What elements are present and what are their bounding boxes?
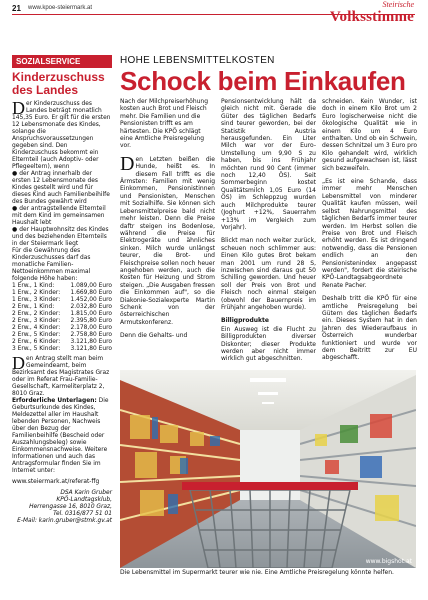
sozialservice-sidebar [12, 55, 112, 595]
table-row [12, 304, 112, 311]
article-column-2 [221, 98, 316, 369]
bullet-icon: ● [12, 171, 20, 177]
limit-label: 2 Erw., 1 Kind: [12, 304, 55, 310]
article-paragraph: Ein Ausweg ist die Flucht zu Billigprodukten diverser Diskonter; dieser Produkte werden aber nicht immer wirklich gut abgeschnitten. [221, 325, 316, 363]
contact-block [12, 490, 112, 525]
docs-text: Die Geburtsurkunde des Kindes, Meldezettel aller im Haushalt lebenden Personen, Nachweis über den Bezug der Familienbeihilfe (Bescheid oder Auszahlungsbeleg) sowie Einkommensnachweise. Weitere Informationen und auch das Antragsformular finden Sie im Internet unter: [12, 398, 109, 474]
sidebar-bullet [12, 227, 112, 248]
bullet-icon: ● [12, 227, 20, 233]
article-lead: Nach der Milchpreiserhöhung kosten auch Brot und Fleisch mehr. Die Familien und die Pensionisten trifft es am härtesten. Die KPÖ schlägt eine Amtliche Preisregelung vor. [120, 98, 209, 150]
limit-label: 3 Erw., 5 Kinder: [12, 346, 61, 352]
table-row [12, 332, 112, 339]
sidebar-title: Kinderzuschuss des Landes [12, 70, 105, 97]
article-subheading: Billigprodukte [221, 317, 269, 325]
sidebar-intro-text: er Kinderzuschuss des Landes beträgt monatlich 145,35 Euro. Er gilt für die ersten 12 Lebensmonate des Kindes, solange die Anspruchsvoraussetzungen gegeben sind. Den Kinderzuschuss bekommt ein Elternteil (auch Adoptiv- oder Pflegeeltern), wenn [12, 101, 111, 170]
income-limits-table [12, 283, 112, 353]
article-paragraph: Pensionsentwicklung hält da gleich nicht mit. Gerade die Güter des täglichen Bedarfs sind teurer geworden, bei der Statistik Austria herausgefunden. Ein Liter Milch war vor der Euro-Umstellung um 9,90 S zu haben, bis ins Frühjahr möchten rund 90 Cent (immer noch 12,40 ÖS). Seit Sommerbeginn kostet Qualitätsmilch 1,05 Euro (14 ÖS) im Schleppzug wurden auch Milchprodukte teurer (Joghurt +12%, Sauerrahm +13% im Vergleich zum Vorjahr). [221, 98, 316, 231]
sidebar-bullet [12, 171, 112, 206]
bullet-text: der antragstellende Elternteil mit dem Kind im gemeinsamen Haushalt lebt [12, 206, 106, 226]
limit-intro: Für die Gewährung des Kinderzuschusses darf das monatliche Familien-Nettoeinkommen maximal folgende Höhe haben: [12, 248, 91, 282]
sidebar-intro [12, 98, 112, 171]
article-paragraph: Denn die Gehalts- und [120, 332, 188, 340]
sidebar-bullet [12, 206, 112, 227]
paragraph-text: en Letzten beißen die Hunde, heißt es. In diesem Fall trifft es die Ärmsten: Familien mit wenig Einkommen, Pensionistinnen und Pensionisten, Menschen mit Sozialhilfe. Sie können sich Lebensmittelpreise bald nicht mehr leisten. Denn die Preise daftr steigen ins Bodenlose, während die Preise für Elektrogeräte und ähnliches sinken. Milch wurde unlängst teurer, die Brot- und Fleischpreise sollen noch heuer angehoben werden, auch die Kosten für Heizung und Strom steigen. „Die Ausgaben fressen die Einkommen auf", so die Diakonie-Sozialexperte Martin Schenk von der österreichischen Armutskonferenz. [120, 155, 215, 326]
sidebar-docs [12, 398, 112, 475]
limit-label: 2 Erw., 5 Kinder: [12, 332, 61, 338]
table-row [12, 283, 112, 290]
limit-label: 1 Erw., 2 Kinder: [12, 290, 61, 296]
publication-logo [330, 1, 414, 25]
limit-label: 2 Erw., 4 Kinder: [12, 325, 61, 331]
limit-label: 1 Erw., 3 Kinder: [12, 297, 61, 303]
article-paragraph: Blickt man noch weiter zurück, scheuen noch schlimmer aus: Einen Kilo gutes Brot bekam man 2001 um rund 28 S, inzwischen sind daraus gut 50 Schilling geworden. Und heuer soll der Preis von Brot und Fleisch noch einmal steigen (obwohl der Bauernpreis im Frühjahr angehoben wurde). [221, 237, 316, 311]
article-paragraph [120, 152, 215, 326]
table-row [12, 311, 112, 318]
article-dropcap: D [120, 152, 135, 175]
limit-value: 1.669,80 Euro [70, 290, 112, 296]
limit-value: 2.032,80 Euro [70, 304, 112, 310]
article-column-3 [322, 98, 417, 368]
limit-label: 2 Erw., 3 Kinder: [12, 318, 61, 324]
sidebar-dropcap: D [12, 353, 25, 373]
sidebar-apply-text: en Antrag stellt man beim Gemeindeamt, beim Bezirksamt des Magistrates Graz oder im Referat Frau-Familie-Gesellschaft, Karmeliterplatz 2, 8010 Graz. [12, 356, 110, 397]
limit-value: 3.121,80 Euro [70, 339, 112, 345]
contact-email[interactable]: E-Mail: karin.gruber@stmk.gv.at [17, 518, 112, 524]
contact-line: KPÖ-Landtagsklub, [56, 497, 112, 503]
docs-label: Erforderliche Unterlagen: [12, 398, 97, 404]
limit-label: 2 Erw., 6 Kinder: [12, 339, 61, 345]
limit-value: 2.758,80 Euro [70, 332, 112, 338]
bullet-text: der Antrag innerhalb der ersten 12 Lebensmonate des Kindes gestellt wird und für dieses Kind auch Familienbeihilfe des Bundes gewährt wird [12, 171, 110, 205]
limit-label: 1 Erw., 1 Kind: [12, 283, 55, 289]
photo-credit: www.bigshot.at [365, 558, 412, 565]
limit-value: 3.121,80 Euro [70, 346, 112, 352]
limit-value: 2.178,00 Euro [70, 325, 112, 331]
article-column-1 [120, 98, 215, 346]
sidebar-body [12, 98, 112, 525]
supermarket-illustration [120, 370, 416, 568]
table-row [12, 325, 112, 332]
contact-line: Herrengasse 16, 8010 Graz, [29, 504, 112, 510]
limit-value: 1.452,00 Euro [70, 297, 112, 303]
table-row [12, 339, 112, 346]
article-paragraph: Deshalb tritt die KPÖ für eine amtliche Preisregelung bei Gütern des täglichen Bedarfs ein. Dieses System hat in den Jahren des Wiederaufbaus in Österreich wunderbar funktioniert und wurde vor dem Beitritt zur EU abgeschafft. [322, 295, 417, 362]
header-url[interactable]: www.kpoe-steiermark.at [28, 5, 93, 11]
bullet-icon: ● [12, 206, 20, 212]
bullet-text: der Hauptwohnsitz des Kindes und des beziehenden Elternteils in der Steiermark liegt [12, 227, 109, 247]
sidebar-band: SOZIALSERVICE [12, 55, 112, 68]
logo-line1: Steirische [382, 0, 414, 9]
limit-value: 1.089,00 Euro [70, 283, 112, 289]
article-paragraph: „Es ist eine Schande, dass immer mehr Menschen Lebensmittel von minderer Qualität kaufen müssen, weil selbst Nahrungsmittel des täglichen Bedarfs immer teurer werden. Im Herbst sollen die Preise von Brot und Fleisch erhöht werden. Es ist dringend notwendig, dass die Pensionen endlich an den Pensionistenindex angepasst werden", fordert die steirische KPÖ-Landtagsabgeordnete Renate Pacher. [322, 178, 417, 289]
limit-label: 2 Erw., 2 Kinder: [12, 311, 61, 317]
limit-value: 2.395,80 Euro [70, 318, 112, 324]
table-row [12, 318, 112, 325]
contact-line: Tel. 0316/877 51 01 [53, 511, 112, 517]
article-headline: Schock beim Einkaufen [120, 66, 406, 96]
sidebar-link[interactable]: www.steiermark.at/referat-ffg [12, 479, 100, 485]
table-row [12, 297, 112, 304]
page-number: 21 [12, 4, 21, 13]
logo-line2: Volksstimme [329, 9, 414, 25]
table-row [12, 346, 112, 353]
article-kicker: HOHE LEBENSMITTELKOSTEN [120, 55, 275, 66]
article-paragraph: schneiden. Kein Wunder, ist doch in einem Kilo Brot um 2 Euro logischerweise nicht die ökologische Qualität wie in einem Kilo um 4 Euro enthalten. Und ob ein Schwein, dessen Schnitzel um 3 Euro pro Kilo gehandelt wird, wirklich gesund aufgewachsen ist, lässt sich bezweifeln. [322, 98, 417, 172]
limit-value: 1.815,00 Euro [70, 311, 112, 317]
sidebar-dropcap: D [12, 98, 25, 118]
table-row [12, 290, 112, 297]
photo-caption: Die Lebensmittel im Supermarkt teurer wie nie. Eine Amtliche Preisregelung könnte helfen. [120, 569, 394, 576]
contact-line: DSA Karin Gruber [60, 490, 112, 496]
supermarket-photo [120, 370, 416, 568]
page-header [0, 0, 428, 48]
sidebar-apply [12, 353, 112, 398]
